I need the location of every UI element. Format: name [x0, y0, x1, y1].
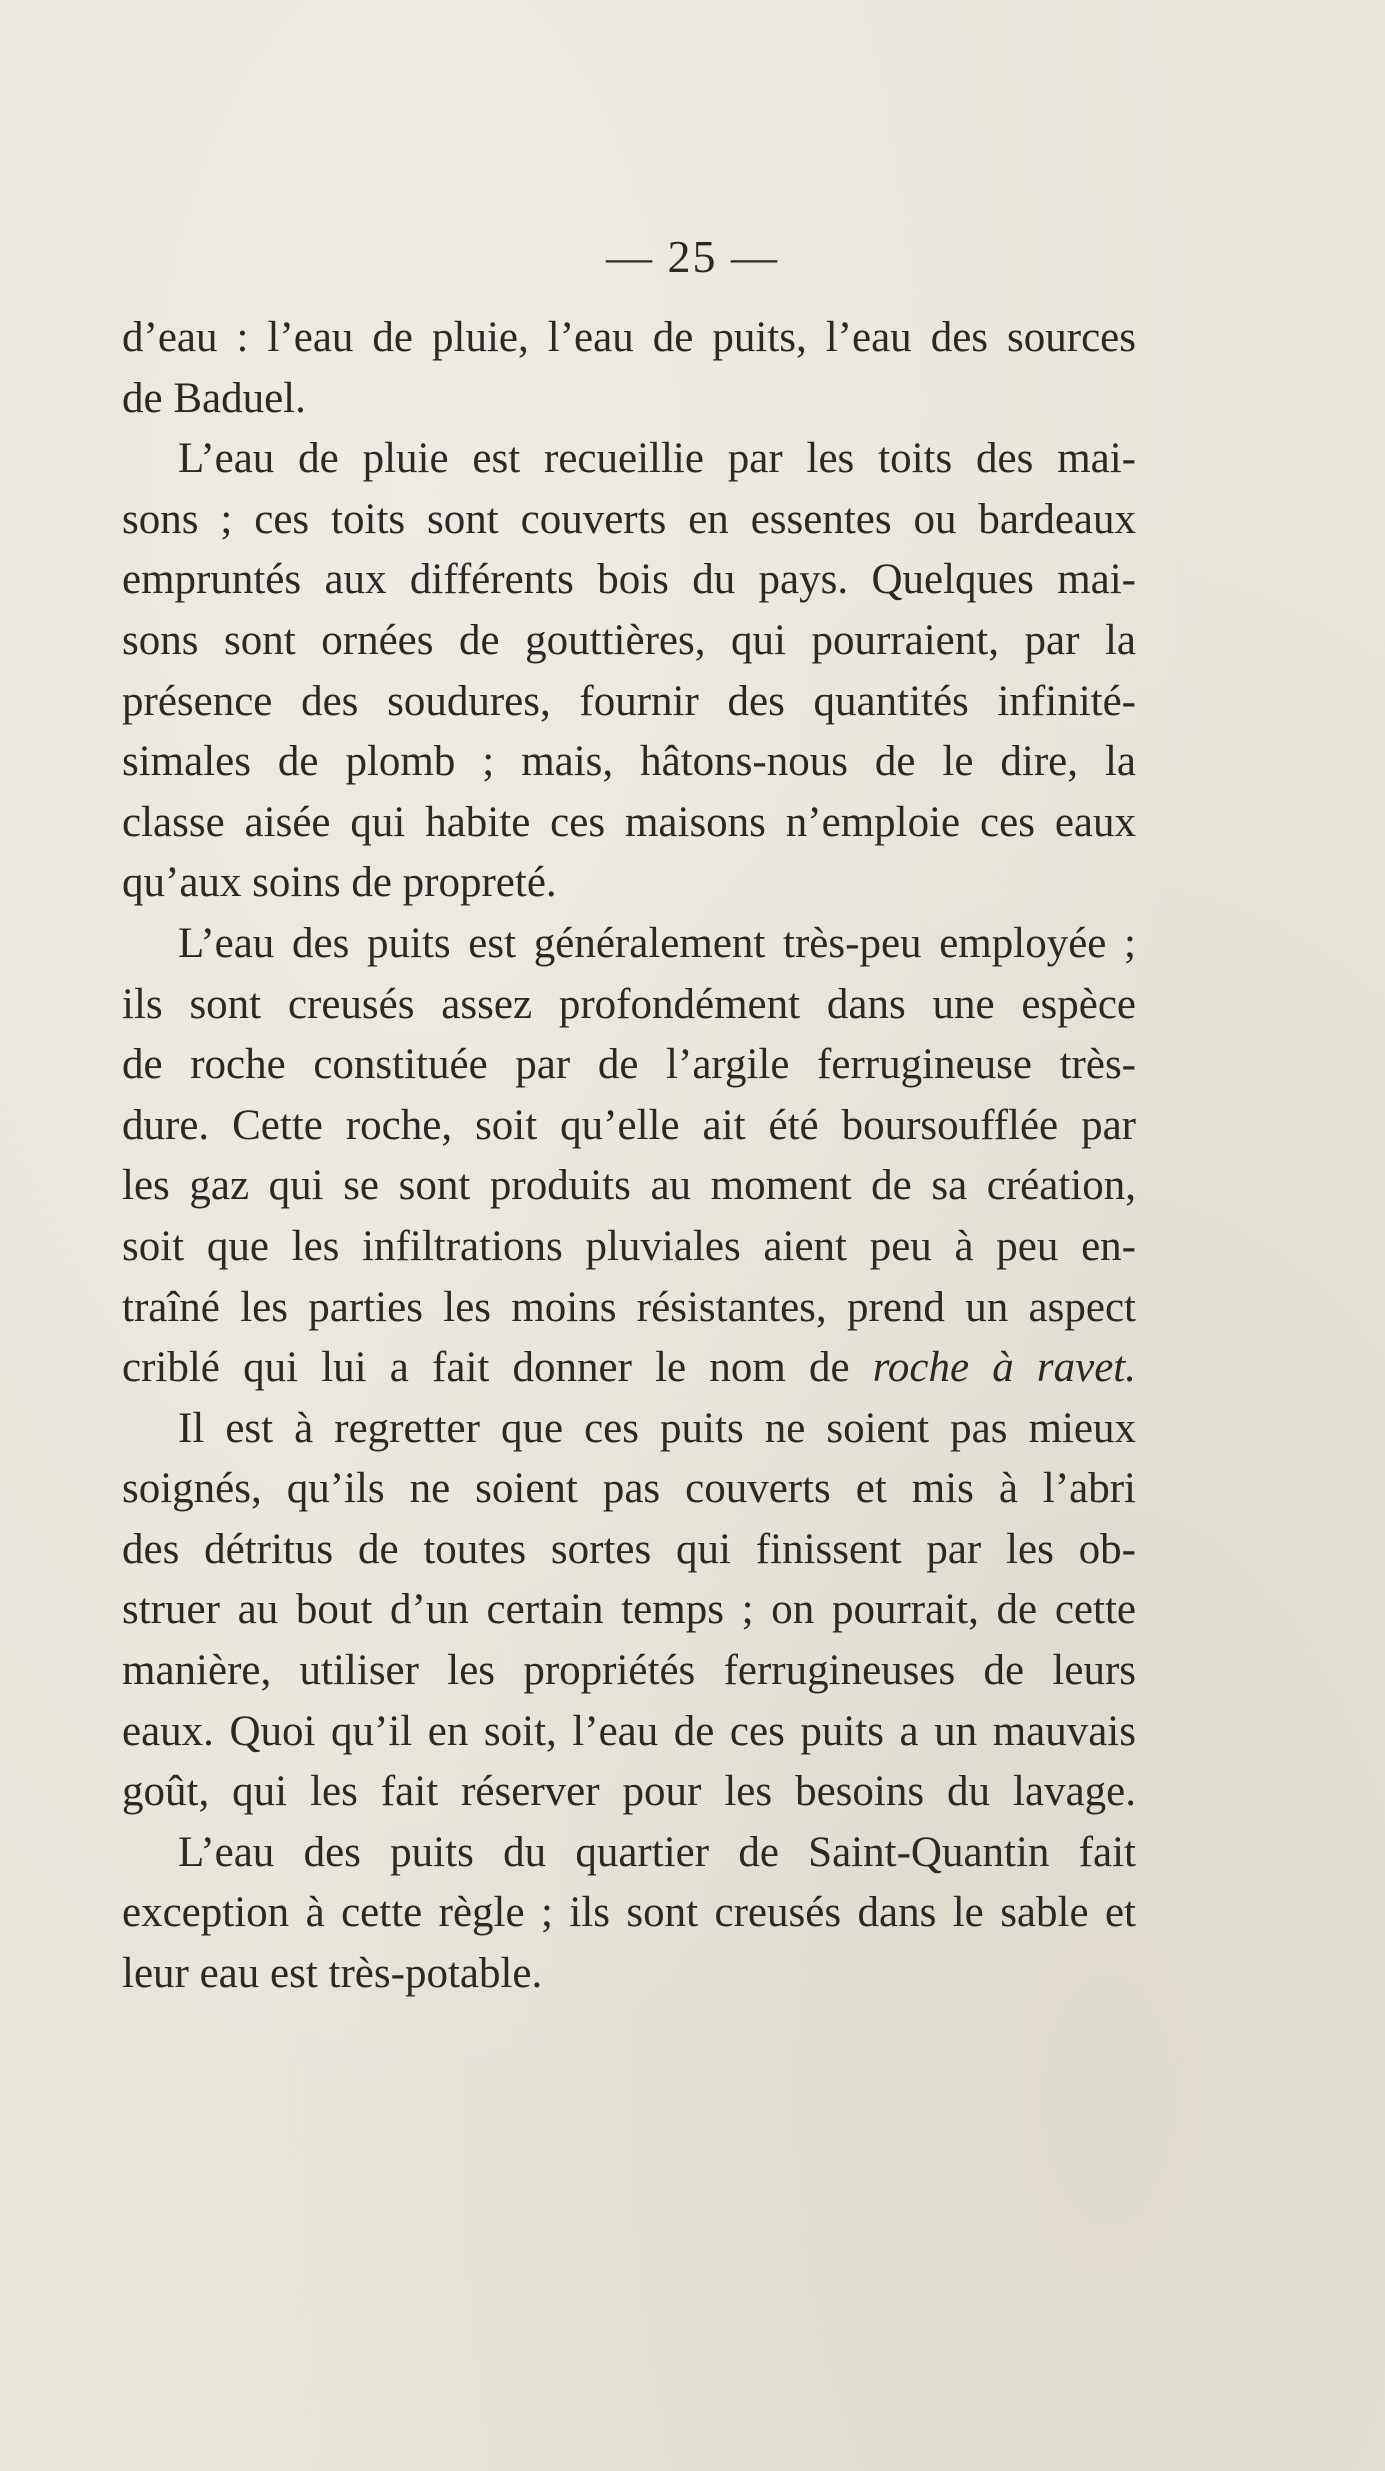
text-line: ils sont creusés assez profondément dans une espèce: [122, 980, 1136, 1028]
text-line: Il est à regretter que ces puits ne soient pas mieux: [178, 1404, 1136, 1452]
text-line: des détritus de toutes sortes qui finissent par les ob-: [122, 1525, 1136, 1573]
text-line: eaux. Quoi qu’il en soit, l’eau de ces puits a un mauvais: [122, 1707, 1136, 1755]
text-line: goût, qui les fait réserver pour les besoins du lavage.: [122, 1768, 1136, 1816]
text-line: présence des soudures, fournir des quantités infinité-: [122, 677, 1136, 725]
body-text: [122, 308, 1136, 2005]
text-line: L’eau de pluie est recueillie par les toits des mai-: [178, 435, 1136, 483]
text-line: soignés, qu’ils ne soient pas couverts et mis à l’abri: [122, 1465, 1136, 1513]
text-line-with-term: [122, 1338, 1136, 1399]
text-line: d’eau : l’eau de pluie, l’eau de puits, l’eau des sources: [122, 314, 1136, 361]
text-line: simales de plomb ; mais, hâtons-nous de le dire, la: [122, 738, 1136, 786]
text-line: L’eau des puits est généralement très-peu employée ;: [178, 919, 1136, 967]
text-line: L’eau des puits du quartier de Saint-Quantin fait: [178, 1828, 1136, 1876]
text-line: de Baduel.: [122, 374, 306, 422]
text-line: dure. Cette roche, soit qu’elle ait été boursoufflée par: [122, 1101, 1136, 1149]
text-line: struer au bout d’un certain temps ; on pourrait, de cette: [122, 1586, 1136, 1634]
page-number: — 25 —: [606, 231, 779, 282]
text-line: sons ; ces toits sont couverts en essentes ou bardeaux: [122, 495, 1136, 543]
text-line: soit que les infiltrations pluviales aient peu à peu en-: [122, 1222, 1136, 1270]
text-line: traîné les parties les moins résistantes, prend un aspect: [122, 1283, 1136, 1331]
text-line: les gaz qui se sont produits au moment de sa création,: [122, 1162, 1136, 1210]
text-fragment: criblé qui lui a fait donner le nom de: [122, 1344, 873, 1392]
text-line: classe aisée qui habite ces maisons n’emploie ces eaux: [122, 798, 1136, 846]
text-line: de roche constituée par de l’argile ferrugineuse très-: [122, 1041, 1136, 1089]
text-line: qu’aux soins de propreté.: [122, 859, 557, 907]
italic-term: roche à ravet.: [872, 1344, 1136, 1392]
text-line: sons sont ornées de gouttières, qui pourraient, par la: [122, 616, 1136, 664]
text-line: exception à cette règle ; ils sont creusés dans le sable et: [122, 1889, 1136, 1937]
text-line: manière, utiliser les propriétés ferrugineuses de leurs: [122, 1647, 1136, 1695]
text-line: leur eau est très-potable.: [122, 1950, 543, 1998]
text-line: empruntés aux différents bois du pays. Quelques mai-: [122, 556, 1136, 604]
